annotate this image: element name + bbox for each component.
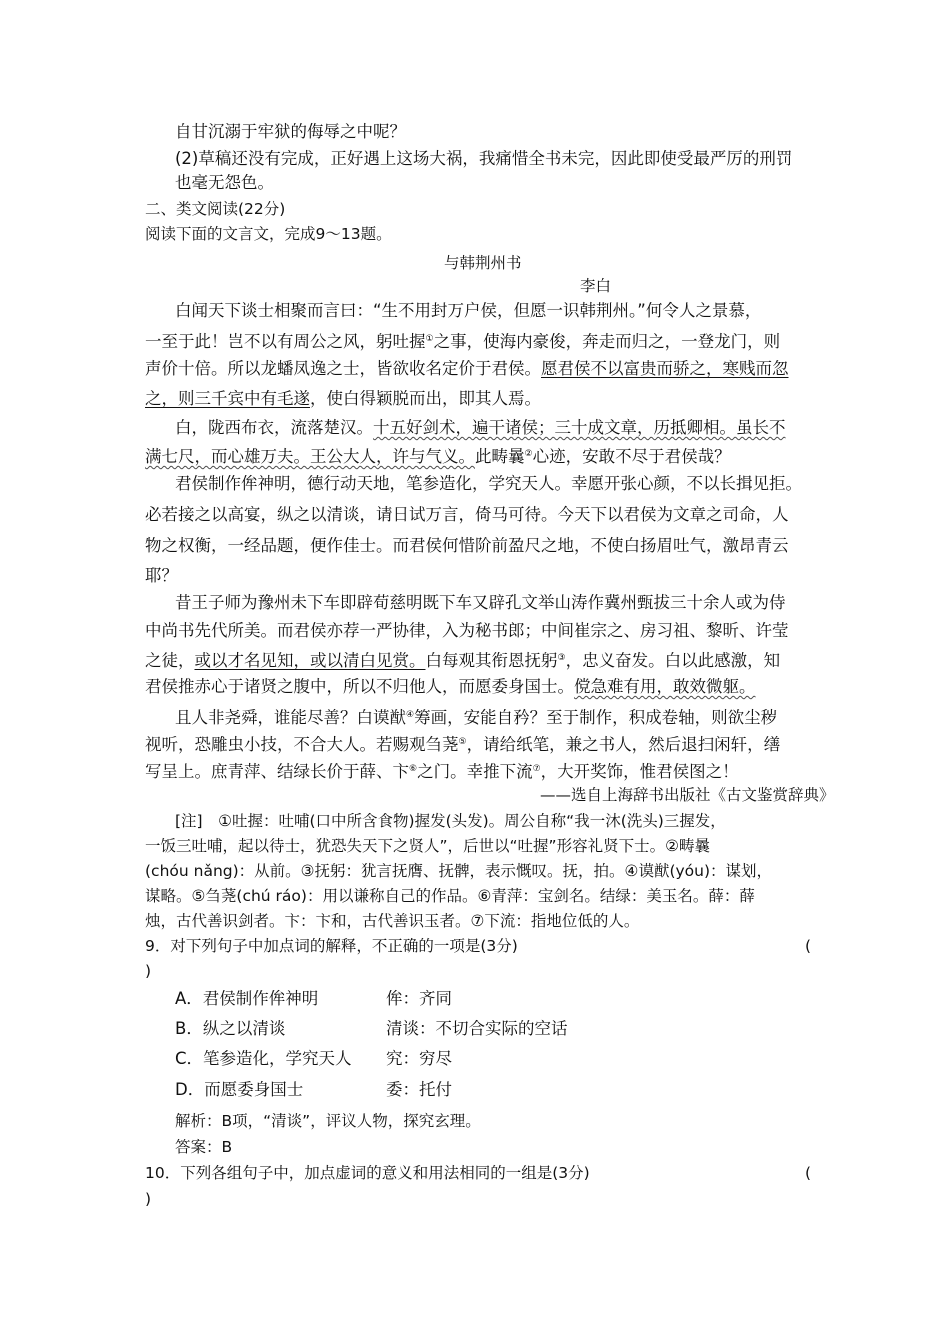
question-stem: 10．下列各组句子中，加点虚词的意义和用法相同的一组是(3分) [145, 1164, 590, 1182]
answer-bracket-open: ( [805, 937, 812, 955]
wavy-underlined-sentence: 傥急难有用，敢效微躯。 [574, 677, 756, 696]
text-line: 自甘沉溺于牢狱的侮辱之中呢？ [175, 122, 406, 141]
passage-line: 写呈上。庶青萍、结绿长价于薛、卞⑥之门。幸推下流⑦，大开奖饰，惟君侯图之！ [145, 762, 739, 781]
passage-line: 君侯推赤心于诸贤之腹中，所以不归他人，而愿委身国士。傥急难有用，敢效微躯。 [145, 677, 756, 696]
note-line: [注] ①吐握：吐哺(口中所含食物)握发(头发)。周公自称“我一沐(洗头)三握发， [175, 812, 726, 830]
passage-line: 昔王子师为豫州未下车即辟荀慈明既下车又辟孔文举山涛作冀州甄拔三十余人或为侍 [175, 593, 786, 612]
question-stem: 9．对下列句子中加点词的解释，不正确的一项是(3分) [145, 937, 518, 955]
passage-line: 白，陇西布衣，流落楚汉。十五好剑术，遍干诸侯；三十成文章，历抵卿相。虽长不 [175, 418, 786, 437]
answer-bracket-close: ) [145, 1190, 152, 1208]
passage-line: 之，则三千宾中有毛遂，使白得颖脱而出，即其人焉。 [145, 389, 541, 408]
passage-line: 且人非尧舜，谁能尽善？白谟猷④筹画，安能自矜？至于制作，积成卷轴，则欲尘秽 [175, 708, 778, 727]
passage-line: 满七尺，而心雄万夫。王公大人，许与气义。此畴曩②心迹，安敢不尽于君侯哉？ [145, 447, 731, 466]
option-b-explain: 清谈：不切合实际的空话 [386, 1019, 568, 1038]
option-c-explain: 究：穷尽 [386, 1049, 452, 1068]
note-line: 烛，古代善识剑者。卞：卞和，古代善识玉者。⑦下流：指地位低的人。 [145, 912, 640, 930]
note-line: (chóu nǎng)：从前。③抚躬：犹言抚膺、抚髀，表示慨叹。抚，拍。④谟猷(yóu)：谋划， [145, 862, 773, 880]
passage-line: 物之权衡，一经品题，便作佳士。而君侯何惜阶前盈尺之地，不使白扬眉吐气，激昂青云 [145, 536, 789, 555]
passage-line: 之徒，或以才名见知，或以清白见赏。白每观其衔恩抚躬③，忠义奋发。白以此感激，知 [145, 651, 781, 670]
passage-line: 中尚书先代所美。而君侯亦荐一严协律，入为秘书郎；中间崔宗之、房习祖、黎昕、许莹 [145, 621, 789, 640]
option-d: D．而愿委身国士 [175, 1080, 304, 1099]
wavy-underlined-sentence: 满七尺，而心雄万夫。王公大人，许与气义。 [145, 447, 475, 466]
source-citation: ——选自上海辞书出版社《古文鉴赏辞典》 [540, 786, 835, 804]
article-title: 与韩荆州书 [444, 254, 522, 272]
passage-line: 视听，恐雕虫小技，不合大人。若赐观刍荛⑤，请给纸笔，兼之书人，然后退扫闲轩，缮 [145, 735, 781, 754]
passage-line: 白闻天下谈士相聚而言曰：“生不用封万户侯，但愿一识韩荆州。”何令人之景慕， [175, 301, 762, 320]
note-line: 一饭三吐哺，起以待士，犹恐失天下之贤人”，后世以“吐握”形容礼贤下士。②畴曩 [145, 837, 710, 855]
note-line: 谋略。⑤刍荛(chú ráo)：用以谦称自己的作品。⑥青萍：宝剑名。结绿：美玉名。薛：薛 [145, 887, 755, 905]
wavy-underlined-sentence: 十五好剑术，遍干诸侯；三十成文章，历抵卿相。虽长不 [373, 418, 786, 437]
option-b: B．纵之以清谈 [175, 1019, 286, 1038]
underlined-sentence: 之，则三千宾中有毛遂 [145, 389, 310, 408]
passage-line: 一至于此！岂不以有周公之风，躬吐握①之事，使海内豪俊，奔走而归之，一登龙门，则 [145, 332, 781, 351]
passage-line: 必若接之以高宴，纵之以清谈，请日试万言，倚马可待。今天下以君侯为文章之司命，人 [145, 505, 789, 524]
answer-bracket-close: ) [145, 962, 152, 980]
underlined-sentence: 愿君侯不以富贵而骄之，寒贱而忽 [541, 359, 789, 378]
option-a: A．君侯制作侔神明 [175, 989, 319, 1008]
option-a-explain: 侔：齐同 [386, 989, 452, 1008]
passage-line: 耶？ [145, 566, 178, 585]
passage-line: 声价十倍。所以龙蟠凤逸之士，皆欲收名定价于君侯。愿君侯不以富贵而骄之，寒贱而忽 [145, 359, 789, 378]
answer: 答案：B [175, 1138, 233, 1156]
option-c: C．笔参造化，学究天人 [175, 1049, 352, 1068]
section-heading: 二、类文阅读(22分) [145, 200, 286, 218]
answer-bracket-open: ( [805, 1164, 812, 1182]
article-author: 李白 [580, 277, 612, 295]
underlined-sentence: 或以才名见知，或以清白见赏。 [194, 651, 426, 670]
option-d-explain: 委：托付 [386, 1080, 452, 1099]
analysis: 解析：B项，“清谈”，评议人物，探究玄理。 [175, 1112, 481, 1130]
instruction: 阅读下面的文言文，完成9～13题。 [145, 225, 392, 243]
text-line: (2)草稿还没有完成，正好遇上这场大祸，我痛惜全书未完，因此即使受最严厉的刑罚 [175, 149, 793, 168]
passage-line: 君侯制作侔神明，德行动天地，笔参造化，学究天人。幸愿开张心颜，不以长揖见拒。 [175, 474, 802, 493]
text-line: 也毫无怨色。 [175, 173, 274, 192]
